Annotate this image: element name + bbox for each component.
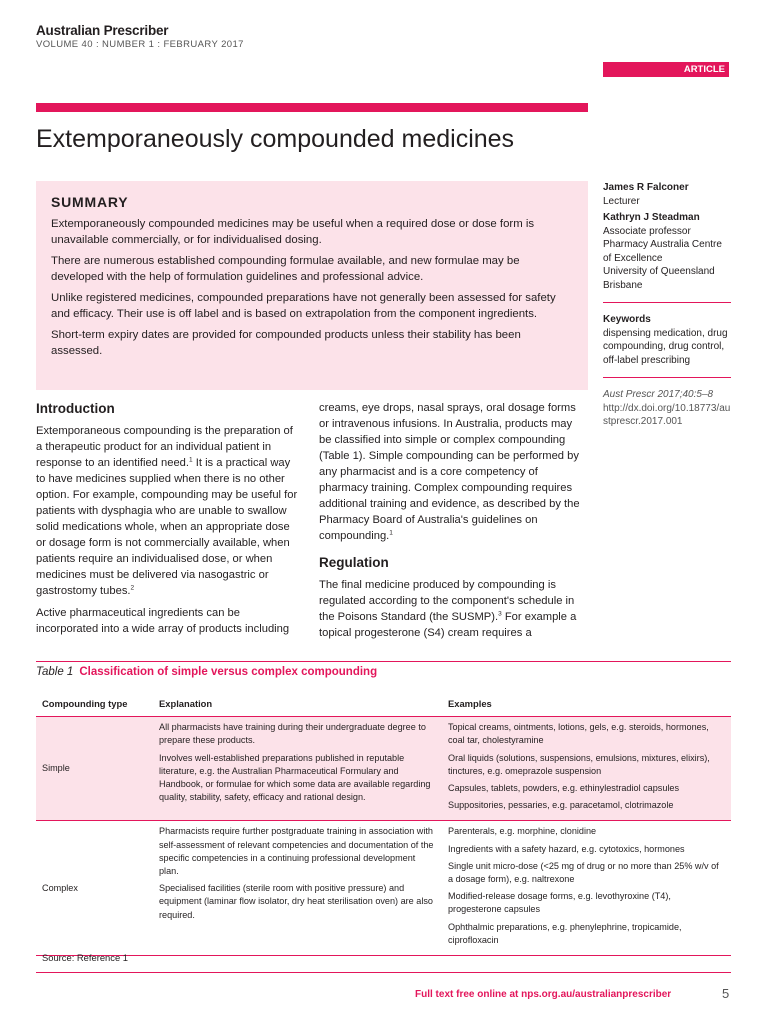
table-header-row xyxy=(36,692,731,717)
table-cell-type: Complex xyxy=(36,821,153,956)
reference-marker[interactable]: 1 xyxy=(389,529,393,537)
table-top-rule xyxy=(36,661,731,662)
cell-paragraph: Oral liquids (solutions, suspensions, emulsions, mixtures, elixirs), tinctures, e.g. omeprazole suspension xyxy=(448,752,710,776)
summary-paragraph: There are numerous established compounding formulae available, and new formulae may be developed with the help of formulation guidelines and professional advice. xyxy=(51,255,520,283)
author-name: James R Falconer xyxy=(603,182,689,193)
table-row xyxy=(36,821,731,956)
footer-link[interactable]: Full text free online at nps.org.au/australianprescriber xyxy=(415,989,672,1000)
author-affiliation: Pharmacy Australia Centre of Excellence xyxy=(603,239,722,264)
author-role: Lecturer xyxy=(603,195,640,207)
table-number: Table 1 xyxy=(36,666,74,678)
section-heading-introduction: Introduction xyxy=(36,401,115,416)
doi-link[interactable]: http://dx.doi.org/10.18773/austprescr.2017.001 xyxy=(603,402,731,427)
author-affiliation: Brisbane xyxy=(603,279,643,291)
table-title: Classification of simple versus complex compounding xyxy=(79,666,378,678)
keywords-heading: Keywords xyxy=(603,314,651,325)
table-cell-explanation xyxy=(153,821,442,956)
cell-paragraph: Parenterals, e.g. morphine, clonidine xyxy=(448,826,597,837)
cell-paragraph: Involves well-established preparations published in reputable literature, e.g. the Australian Pharmaceutical Formulary and Handbook, or formulae for which some data are available regarding quality, stability, safety, efficacy and rational design. xyxy=(159,752,431,803)
issue-info: VOLUME 40 : NUMBER 1 : FEBRUARY 2017 xyxy=(36,39,244,50)
table-cell-explanation xyxy=(153,717,442,821)
table-cell-examples xyxy=(442,717,731,821)
article-title: Extemporaneously compounded medicines xyxy=(36,125,515,153)
cell-paragraph: Capsules, tablets, powders, e.g. ethinylestradiol capsules xyxy=(448,783,680,794)
author-affiliation: University of Queensland xyxy=(603,266,715,277)
author-name: Kathryn J Steadman xyxy=(603,212,700,223)
table-caption xyxy=(36,666,377,678)
body-paragraph: The final medicine produced by compounding is regulated according to the component's schedule in the Poisons Standard (the SUSMP).$^3$ For example a topical progesterone (S4) cream requires a xyxy=(319,579,577,639)
reference-marker[interactable]: 1 xyxy=(189,456,193,464)
journal-brand: Australian Prescriber xyxy=(36,23,169,38)
cell-paragraph: Modified-release dosage forms, e.g. levothyroxine (T4), progesterone capsules xyxy=(448,891,671,915)
page-number: 5 xyxy=(722,986,730,1001)
cell-paragraph: Suppositories, pessaries, e.g. paracetamol, clotrimazole xyxy=(448,800,674,811)
summary-paragraph: Short-term expiry dates are provided for compounded products unless their stability has been assessed. xyxy=(51,329,521,357)
author-role: Associate professor xyxy=(603,225,691,237)
table-row xyxy=(36,717,731,821)
cell-paragraph: Specialised facilities (sterile room with positive pressure) and equipment (laminar flow isolator, dry heat sterilisation oven) are also required. xyxy=(159,883,433,920)
cell-paragraph: Ophthalmic preparations, e.g. phenylephrine, tropicamide, ciprofloxacin xyxy=(448,921,682,945)
summary-paragraph: Unlike registered medicines, compounded preparations have not generally been assessed for safety and efficacy. Their use is off label and is based on extrapolation from the component ingredients. xyxy=(51,292,556,320)
table-bottom-rule xyxy=(36,972,731,973)
cell-paragraph: Ingredients with a safety hazard, e.g. cytotoxics, hormones xyxy=(448,843,685,854)
table-cell-type: Simple xyxy=(36,717,153,821)
cell-paragraph: All pharmacists have training during their undergraduate degree to prepare these products. xyxy=(159,722,426,746)
classification-table xyxy=(36,692,731,956)
table-cell-examples xyxy=(442,821,731,956)
table-source: Source: Reference 1 xyxy=(42,952,128,963)
body-paragraph: creams, eye drops, nasal sprays, oral dosage forms or intravenous infusions. In Australia, products may be classified into simple or complex compounding (Table 1). Simple compounding can be performed by any pharmacist and is a core competency of pharmacy training. Complex compounding requires additional training and evidence, as described by the Pharmacy Board of Australia's guidelines on compounding.$^1$ xyxy=(319,402,580,542)
body-paragraph: Active pharmaceutical ingredients can be incorporated into a wide array of products including xyxy=(36,607,290,635)
reference-marker[interactable]: 2 xyxy=(130,584,135,592)
summary-heading: SUMMARY xyxy=(51,194,129,210)
section-heading-regulation: Regulation xyxy=(319,555,389,570)
sidebar-divider xyxy=(603,302,731,303)
cell-paragraph: Single unit micro-dose (<25 mg of drug or no more than 25% w/v of a dosage form), e.g. naltrexone xyxy=(448,860,719,885)
column-header: Examples xyxy=(442,692,731,717)
body-column-right xyxy=(319,400,583,647)
sidebar-divider xyxy=(603,377,731,378)
column-header: Explanation xyxy=(153,692,442,717)
reference-marker[interactable]: 3 xyxy=(498,610,502,618)
summary-box xyxy=(36,181,588,390)
summary-paragraph: Extemporaneously compounded medicines may be useful when a required dose or dose form is unavailable commercially, or for individualised dosing. xyxy=(51,218,535,246)
cell-paragraph: Pharmacists require further postgraduate training in association with self-assessment of relevant competencies and documentation of the specific competencies in a continuing professional development plan. xyxy=(159,826,434,877)
keywords-list: dispensing medication, drug compounding, drug control, off-label prescribing xyxy=(603,327,728,366)
title-accent-bar xyxy=(36,103,588,112)
author-sidebar xyxy=(603,181,731,429)
body-paragraph: Extemporaneous compounding is the preparation of a therapeutic product for an individual patient in response to an identified need.$^1$ It is a practical way to have medicines supplied when there is no other option. For example, compounding may be useful for patients with dysphagia who are unable to swallow solid medications whole, when an appropriate dose or dosage form is not commercially available, when patients require an individualised dose, or when medicines must be delivered via nasogastric or gastrostomy tubes.$^2$ xyxy=(36,425,298,597)
column-header: Compounding type xyxy=(36,692,153,717)
article-type-badge: ARTICLE xyxy=(603,62,729,77)
body-column-left xyxy=(36,400,300,643)
citation-reference: Aust Prescr 2017;40:5–8 xyxy=(603,389,714,400)
cell-paragraph: Topical creams, ointments, lotions, gels, e.g. steroids, hormones, coal tar, cholestyramine xyxy=(448,722,709,746)
